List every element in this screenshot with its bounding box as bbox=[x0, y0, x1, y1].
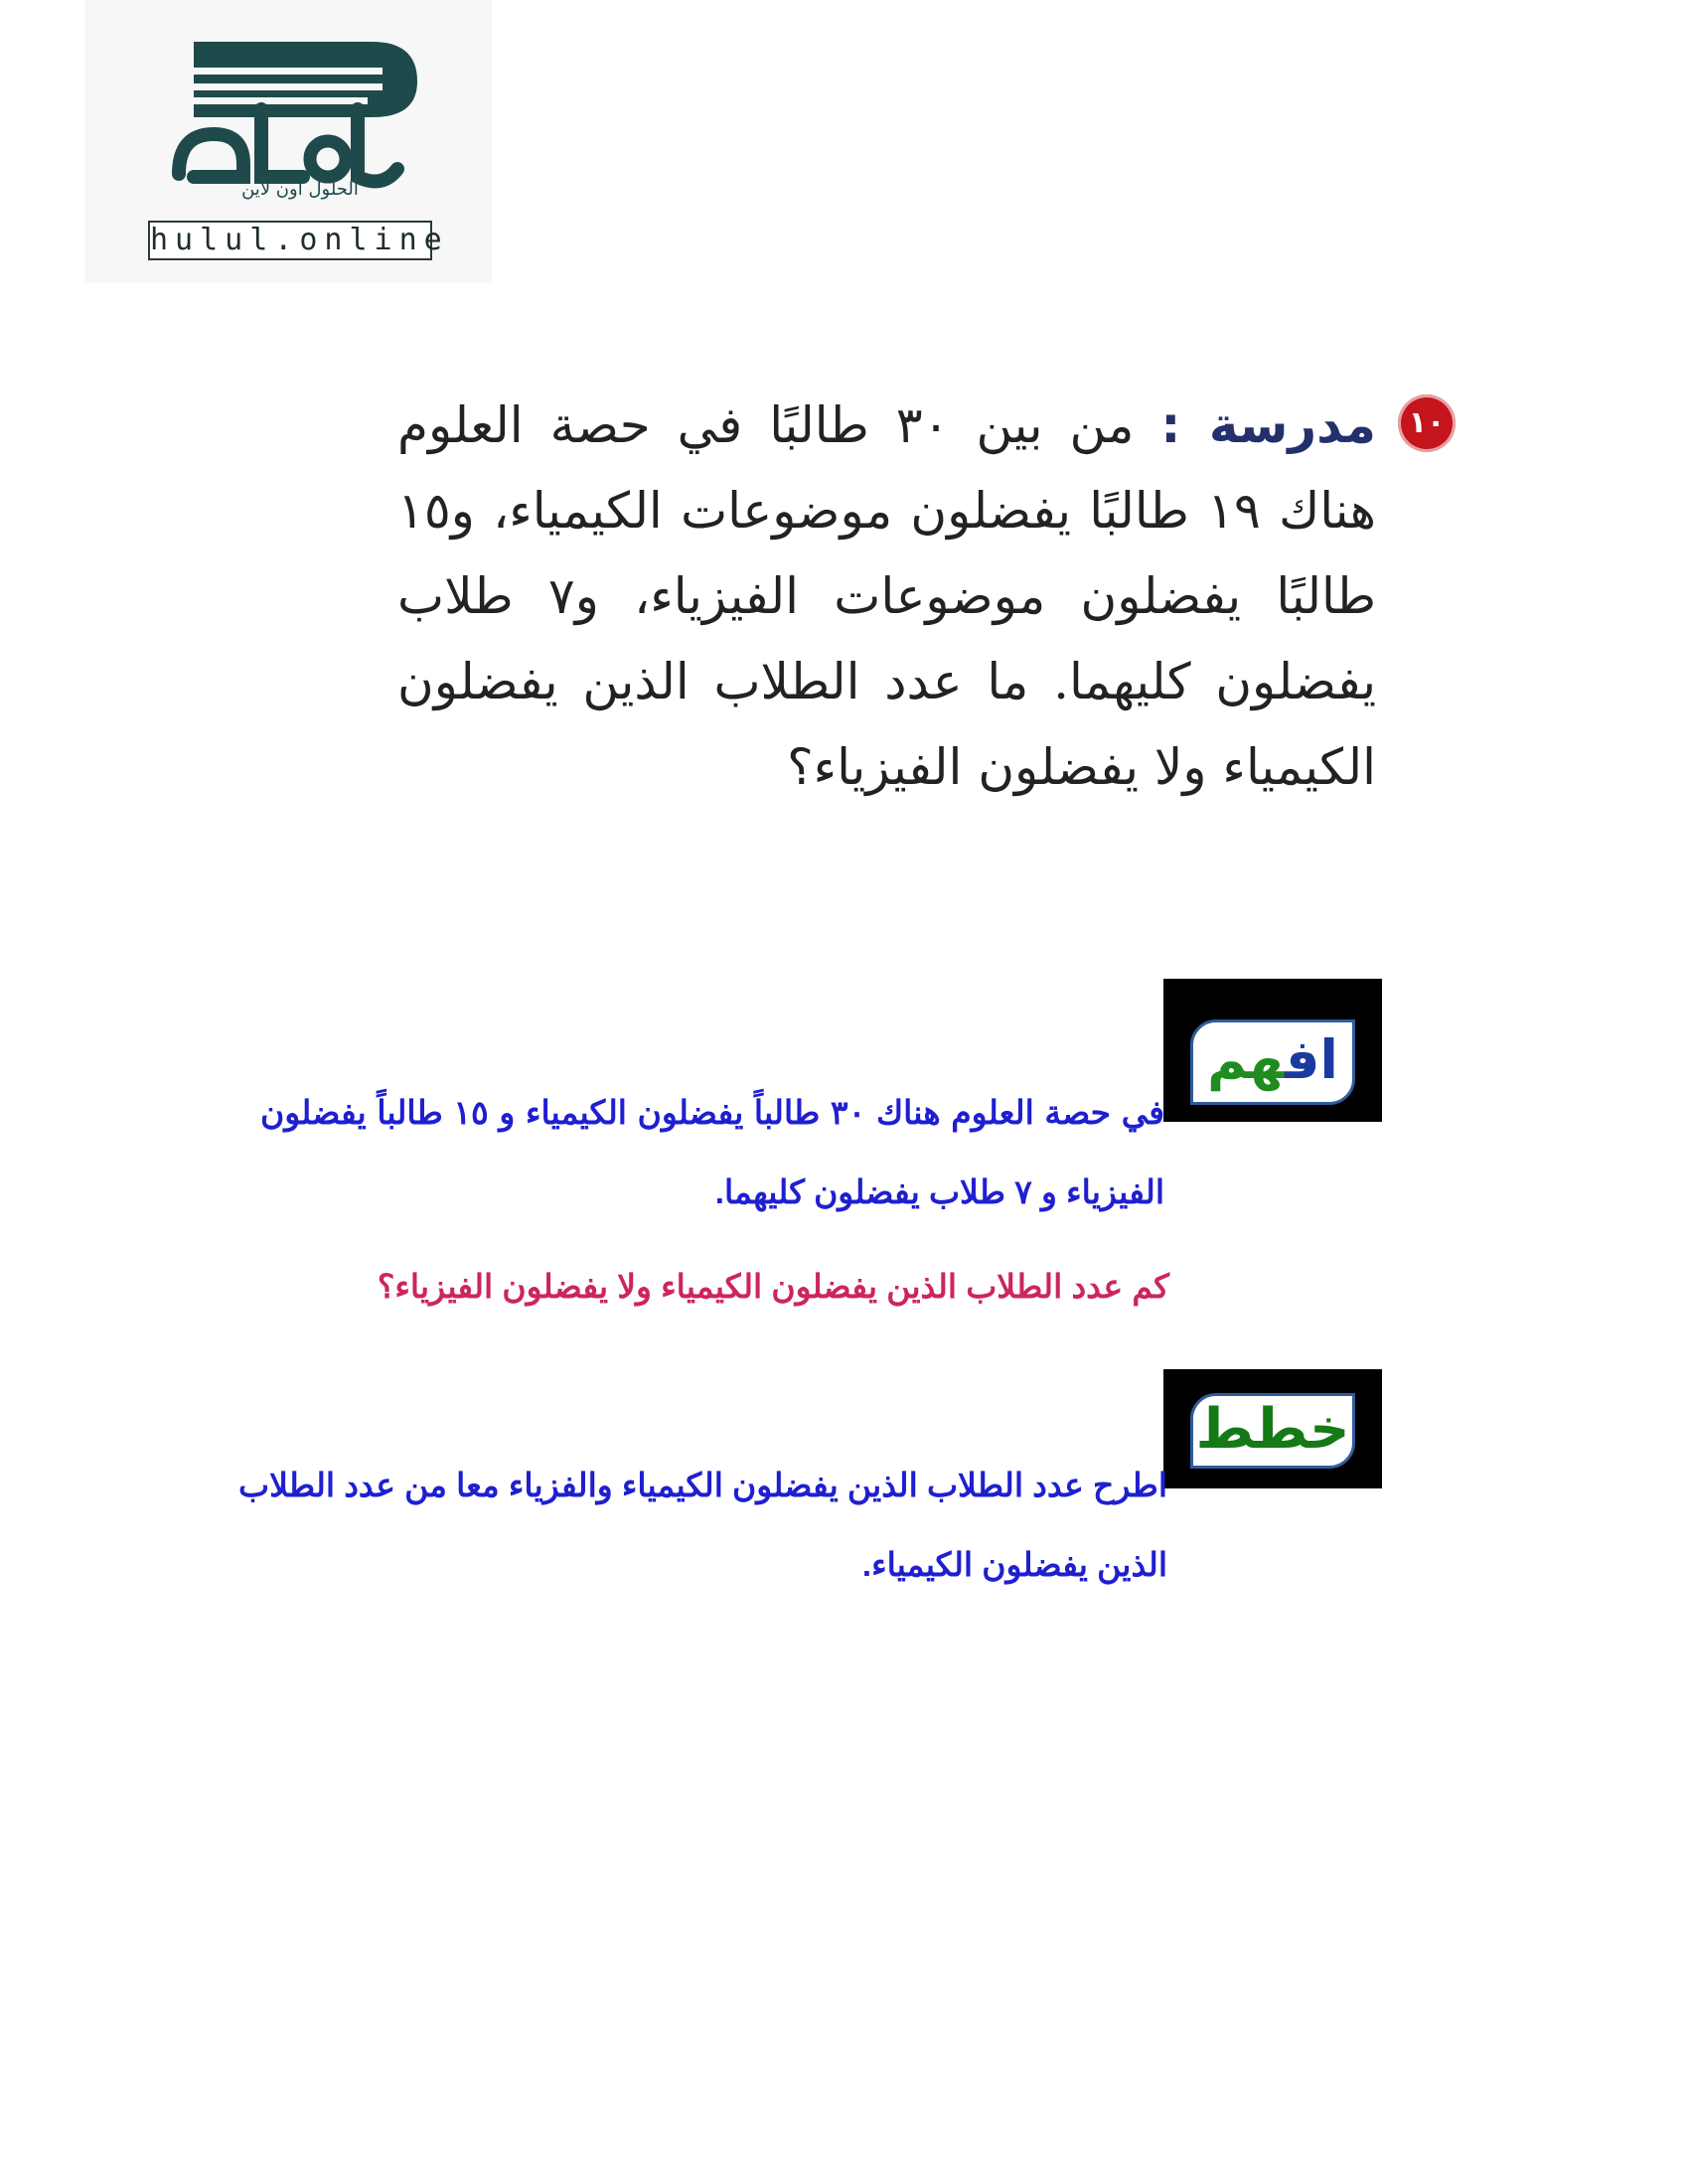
understand-icon-label: افهم bbox=[1190, 1019, 1355, 1105]
logo-tagline: الحلول أون لاين bbox=[241, 179, 359, 200]
question-text: كم عدد الطلاب الذين يفضلون الكيمياء ولا يفضلون الفيزياء؟ bbox=[377, 1268, 1169, 1305]
understand-text: في حصة العلوم هناك ٣٠ طالباً يفضلون الكيمياء و ١٥ طالباً يفضلون الفيزياء و ٧ طلاب يفضلون كليهما. bbox=[260, 1094, 1164, 1210]
problem-block bbox=[397, 383, 1456, 810]
problem-number-badge: ١٠ bbox=[1398, 394, 1456, 452]
plan-icon-label: خطط bbox=[1190, 1393, 1355, 1469]
understand-icon bbox=[1163, 979, 1382, 1122]
problem-text bbox=[397, 383, 1376, 810]
plan-icon bbox=[1163, 1369, 1382, 1488]
logo-url: hulul.online bbox=[148, 221, 432, 260]
problem-body: من بين ٣٠ طالبًا في حصة العلوم هناك ١٩ طالبًا يفضلون موضوعات الكيمياء، و١٥ طالبًا يفضلون موضوعات الفيزياء، و٧ طلاب يفضلون كليهما. ما عدد الطلاب الذين يفضلون الكيمياء ولا يفضلون الفيزياء؟ bbox=[397, 396, 1376, 796]
problem-label: مدرسة : bbox=[1160, 396, 1376, 454]
site-logo bbox=[84, 0, 492, 283]
plan-text: اطرح عدد الطلاب الذين يفضلون الكيمياء والفزياء معا من عدد الطلاب الذين يفضلون الكيمياء. bbox=[238, 1467, 1167, 1583]
